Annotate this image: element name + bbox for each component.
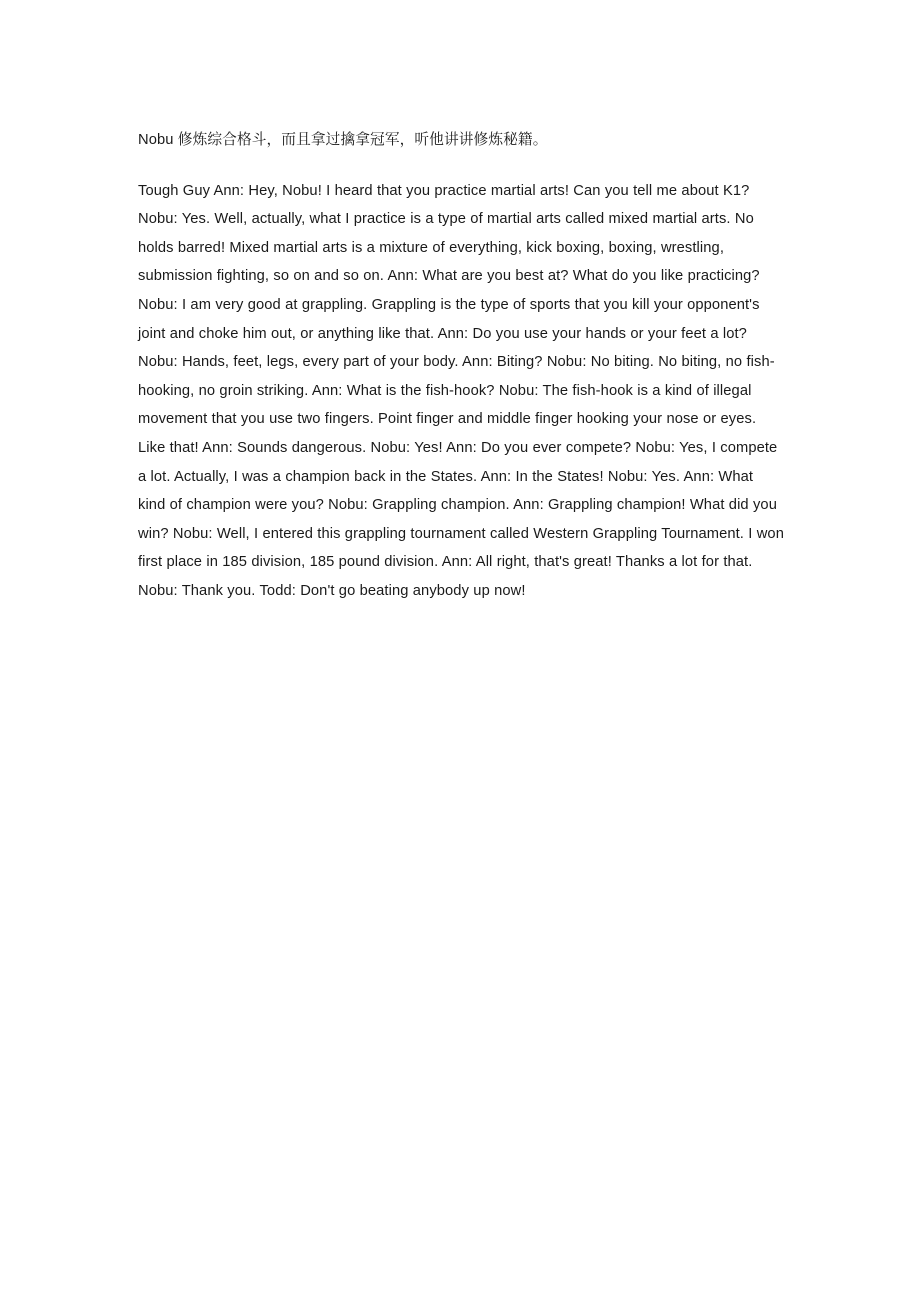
document-content [138,126,784,606]
intro-paragraph: Nobu 修炼综合格斗，而且拿过擒拿冠军，听他讲讲修炼秘籍。 [138,132,548,148]
dialogue-paragraph: Tough Guy Ann: Hey, Nobu! I heard that you practice martial arts! Can you tell me about K1? Nobu: Yes. Well, actually, what I practice is a type of martial arts called mixed martial arts. No holds barred! Mixed martial arts is a mixture of everything, kick boxing, boxing, wrestling, submission fighting, so on and so on. Ann: What are you best at? What do you like practicing? Nobu: I am very good at grappling. Grappling is the type of sports that you kill your opponent's joint and choke him out, or anything like that. Ann: Do you use your hands or your feet a lot? Nobu: Hands, feet, legs, every part of your body. Ann: Biting? Nobu: No biting. No biting, no fish-hooking, no groin striking. Ann: What is the fish-hook? Nobu: The fish-hook is a kind of illegal movement that you use two fingers. Point finger and middle finger hooking your nose or eyes. Like that! Ann: Sounds dangerous. Nobu: Yes! Ann: Do you ever compete? Nobu: Yes, I compete a lot. Actually, I was a champion back in the States. Ann: In the States! Nobu: Yes. Ann: What kind of champion were you? Nobu: Grappling champion. Ann: Grappling champion! What did you win? Nobu: Well, I entered this grappling tournament called Western Grappling Tournament. I won first place in 185 division, 185 pound division. Ann: All right, that's great! Thanks a lot for that. Nobu: Thank you. Todd: Don't go beating anybody up now! [138,182,784,599]
